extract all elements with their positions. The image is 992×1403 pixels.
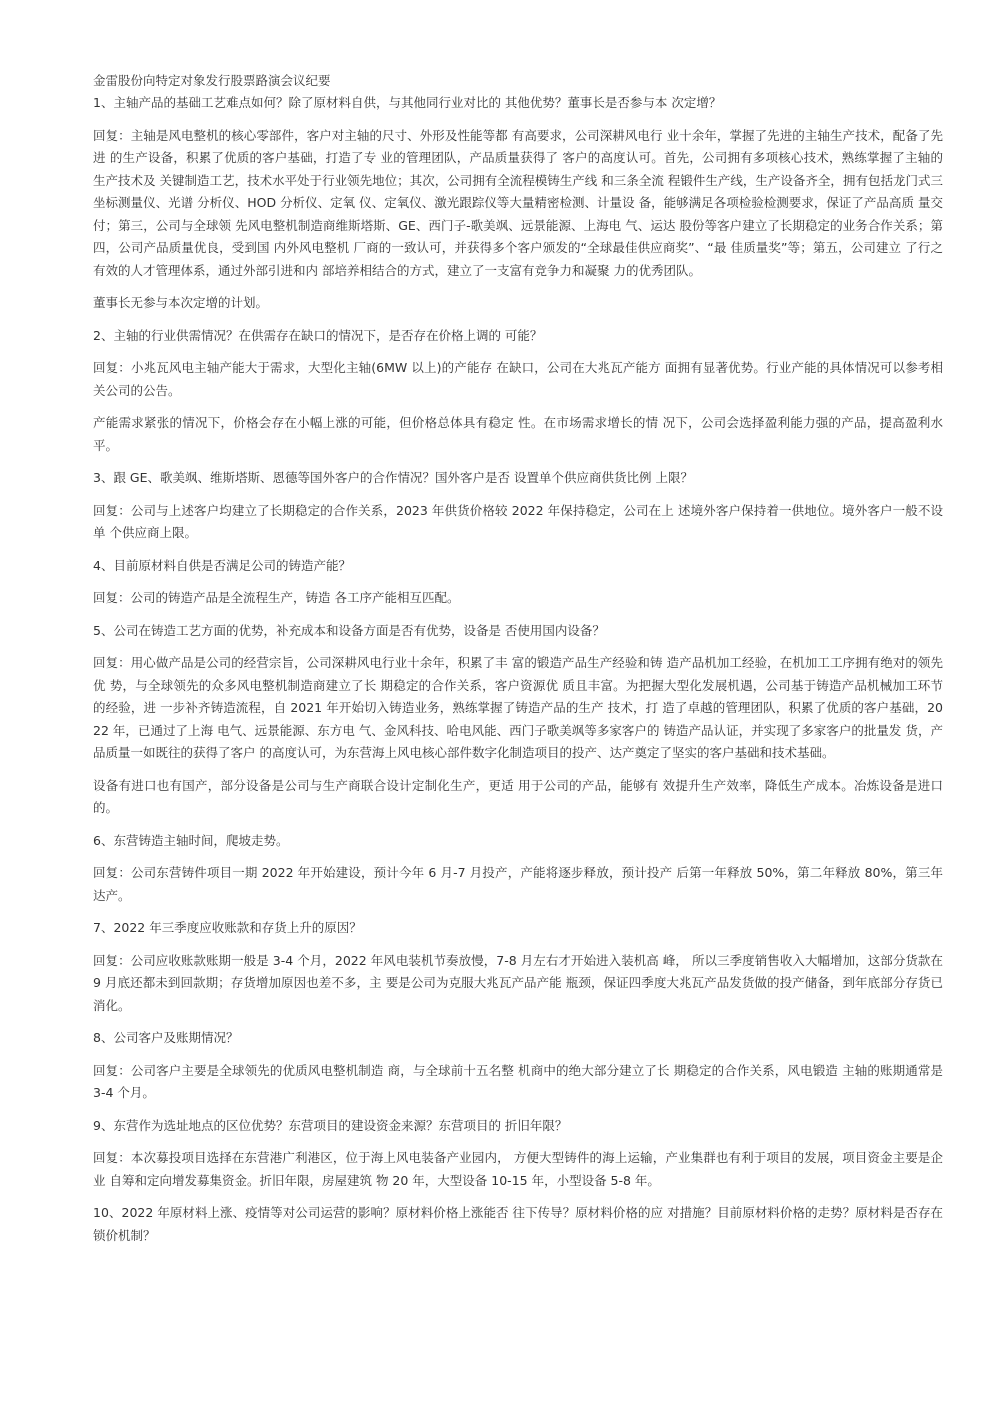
question-4: 4、目前原材料自供是否满足公司的铸造产能？ xyxy=(93,557,351,573)
answer-1-note: 董事长无参与本次定增的计划。 xyxy=(93,295,269,310)
answer-2: 回复：小兆瓦风电主轴产能大于需求，大型化主轴(6MW 以上)的产能存 在缺口，公司在大兆瓦产能方 面拥有显著优势。行业产能的具体情况可以参考相 关公司的公告。 xyxy=(93,360,943,398)
question-1: 1、主轴产品的基础工艺难点如何？除了原材料自供，与其他同行业对比的 其他优势？董事长是否参与本 次定增？ xyxy=(93,95,722,110)
question-2: 2、主轴的行业供需情况？在供需存在缺口的情况下，是否存在价格上调的 可能？ xyxy=(93,327,543,343)
question-10: 10、2022 年原材料上涨、疫情等对公司运营的影响？原材料价格上涨能否 往下传导？原材料价格的应 对措施？目前原材料价格的走势？原材料是否存在 锁价机制？ xyxy=(93,1205,943,1243)
answer-2-continued: 产能需求紧张的情况下，价格会存在小幅上涨的可能，但价格总体具有稳定 性。在市场需求增长的情 况下，公司会选择盈利能力强的产品，提高盈利水平。 xyxy=(93,415,943,453)
document-title: 金雷股份向特定对象发行股票路演会议纪要 xyxy=(93,73,331,88)
question-6: 6、东营铸造主轴时间，爬坡走势。 xyxy=(93,832,289,848)
answer-5-continued: 设备有进口也有国产，部分设备是公司与生产商联合设计定制化生产，更适 用于公司的产品，能够有 效提升生产效率，降低生产成本。冶炼设备是进口的。 xyxy=(93,777,943,815)
question-5: 5、公司在铸造工艺方面的优势，补充成本和设备方面是否有优势，设备是 否使用国内设备？ xyxy=(93,622,605,638)
question-3: 3、跟 GE、歌美飒、维斯塔斯、恩德等国外客户的合作情况？国外客户是否 设置单个供应商供货比例 上限？ xyxy=(93,470,693,485)
question-9: 9、东营作为选址地点的区位优势？东营项目的建设资金来源？东营项目的 折旧年限？ xyxy=(93,1117,568,1133)
answer-9: 回复：本次募投项目选择在东营港广利港区，位于海上风电装备产业园内， 方便大型铸件的海上运输，产业集群也有利于项目的发展，项目资金主要是企业 自筹和定向增发募集资金。折旧年限，房屋建筑 物 20 年，大型设备 10-15 年，小型设备 5-8 年。 xyxy=(93,1150,943,1188)
answer-6: 回复：公司东营铸件项目一期 2022 年开始建设，预计今年 6 月-7 月投产，产能将逐步释放，预计投产 后第一年释放 50%，第二年释放 80%，第三年达产。 xyxy=(93,865,943,903)
answer-7: 回复：公司应收账款账期一般是 3-4 个月，2022 年风电装机节奏放慢，7-8 月左右才开始进入装机高 峰， 所以三季度销售收入大幅增加，这部分货款在 9 月底还都未到回款期；存货增加原因也差不多，主 要是公司为克服大兆瓦产品产能 瓶颈，保证四季度大兆瓦产品发货做的投产储备，到年底部分存货已 消化。 xyxy=(93,952,943,1013)
document-page xyxy=(93,70,943,1257)
question-8: 8、公司客户及账期情况？ xyxy=(93,1030,239,1045)
answer-8: 回复：公司客户主要是全球领先的优质风电整机制造 商，与全球前十五名整 机商中的绝大部分建立了长 期稳定的合作关系，风电锻造 主轴的账期通常是 3-4 个月。 xyxy=(93,1062,943,1100)
answer-5: 回复：用心做产品是公司的经营宗旨，公司深耕风电行业十余年，积累了丰 富的锻造产品生产经验和铸 造产品机加工经验，在机加工工序拥有绝对的领先优 势，与全球领先的众多风电整机制造商建立了长 期稳定的合作关系，客户资源优 质且丰富。为把握大型化发展机遇，公司基于铸造产品机械加工环节 的经验，进 一步补齐铸造流程，自 2021 年开始切入铸造业务，熟练掌握了铸造产品的生产 技术，打 造了卓越的管理团队，积累了优质的客户基础，2022 年，已通过了上海 电气、远景能源、东方电 气、金风科技、哈电风能、西门子歌美飒等多家客户的 铸造产品认证，并实现了多家客户的批量发 货，产品质量一如既往的获得了客户 的高度认可，为东营海上风电核心部件数字化制造项目的投产、达产奠定了坚实的客户基础和技术基础。 xyxy=(93,655,943,760)
question-7: 7、2022 年三季度应收账款和存货上升的原因？ xyxy=(93,920,362,935)
answer-4: 回复：公司的铸造产品是全流程生产，铸造 各工序产能相互匹配。 xyxy=(93,590,460,605)
answer-1: 回复：主轴是风电整机的核心零部件，客户对主轴的尺寸、外形及性能等都 有高要求，公司深耕风电行 业十余年，掌握了先进的主轴生产技术，配备了先进 的生产设备，积累了优质的客户基础，打造了专 业的管理团队，产品质量获得了 客户的高度认可。首先，公司拥有多项核心技术，熟练掌握了主轴的 生产技术及 关键制造工艺，技术水平处于行业领先地位；其次，公司拥有全流程模铸生产线 和三条全流 程锻件生产线，生产设备齐全，拥有包括龙门式三坐标测量仪、光谱 分析仪、HOD 分析仪、定氧 仪、定氧仪、激光跟踪仪等大量精密检测、计量设 备，能够满足各项检验检测要求，保证了产品高质 量交付；第三，公司与全球领 先风电整机制造商维斯塔斯、GE、西门子-歌美飒、远景能源、上海电 气、运达 股份等客户建立了长期稳定的业务合作关系；第四，公司产品质量优良，受到国 内外风电整机 厂商的一致认可，并获得多个客户颁发的“全球最佳供应商奖”、“最 佳质量奖”等；第五，公司建立 了行之有效的人才管理体系，通过外部引进和内 部培养相结合的方式，建立了一支富有竞争力和凝聚 力的优秀团队。 xyxy=(93,127,943,278)
answer-3: 回复：公司与上述客户均建立了长期稳定的合作关系，2023 年供货价格较 2022 年保持稳定，公司在上 述境外客户保持着一供地位。境外客户一般不设单 个供应商上限。 xyxy=(93,502,943,540)
